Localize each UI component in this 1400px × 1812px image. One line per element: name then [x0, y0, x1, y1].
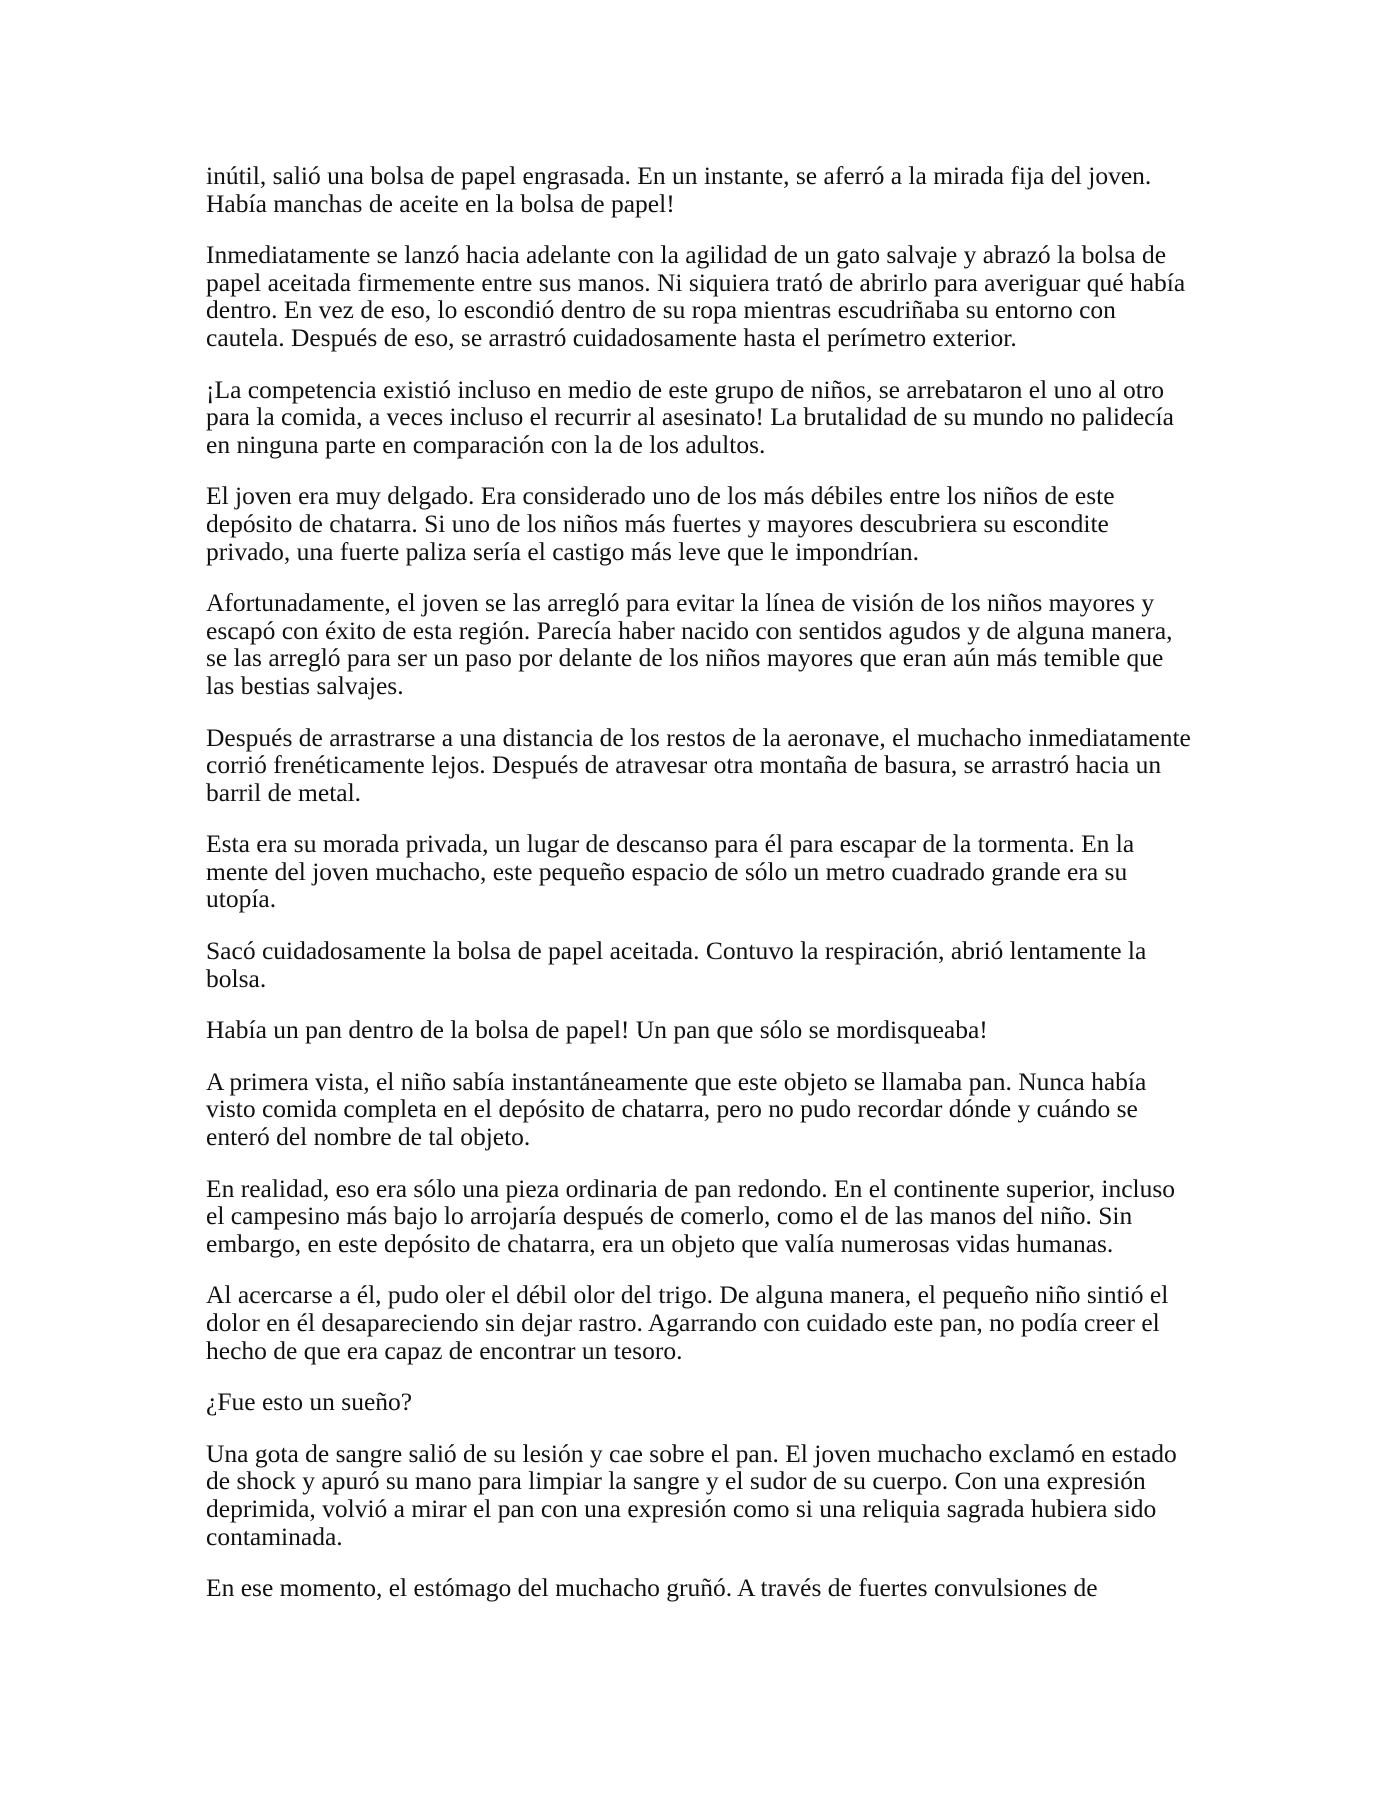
paragraph: ¿Fue esto un sueño? [206, 1387, 413, 1417]
paragraph: inútil, salió una bolsa de papel engrasada. En un instante, se aferró a la mirada fija del joven. Había manchas de aceite en la bolsa de papel! [206, 161, 1152, 218]
paragraph: Al acercarse a él, pudo oler el débil olor del trigo. De alguna manera, el pequeño niño sintió el dolor en él desapareciendo sin dejar rastro. Agarrando con cuidado este pan, no podía creer el hecho de que era capaz de encontrar un tesoro. [206, 1280, 1169, 1365]
paragraph: En ese momento, el estómago del muchacho gruñó. A través de fuertes convulsiones de [206, 1573, 1098, 1603]
paragraph: Después de arrastrarse a una distancia de los restos de la aeronave, el muchacho inmediatamente corrió frenéticamente lejos. Después de atravesar otra montaña de basura, se arrastró hacia un barril de metal. [206, 722, 1191, 807]
paragraph: Sacó cuidadosamente la bolsa de papel aceitada. Contuvo la respiración, abrió lentamente la bolsa. [206, 936, 1147, 993]
paragraph: Había un pan dentro de la bolsa de papel! Un pan que sólo se mordisqueaba! [206, 1015, 988, 1045]
paragraph: Afortunadamente, el joven se las arregló para evitar la línea de visión de los niños mayores y escapó con éxito de esta región. Parecía haber nacido con sentidos agudos y de alguna manera, se las arregló para ser un paso por delante de los niños mayores que eran aún más temible que las bestias salvajes. [206, 588, 1173, 700]
paragraph: Inmediatamente se lanzó hacia adelante con la agilidad de un gato salvaje y abrazó la bolsa de papel aceitada firmemente entre sus manos. Ni siquiera trató de abrirlo para averiguar qué había dentro. En vez de eso, lo escondió dentro de su ropa mientras escudriñaba su entorno con cautela. Después de eso, se arrastró cuidadosamente hasta el perímetro exterior. [206, 240, 1186, 352]
paragraph: ¡La competencia existió incluso en medio de este grupo de niños, se arrebataron el uno al otro para la comida, a veces incluso el recurrir al asesinato! La brutalidad de su mundo no palidecía en ninguna parte en comparación con la de los adultos. [206, 374, 1174, 459]
paragraph: Esta era su morada privada, un lugar de descanso para él para escapar de la tormenta. En la mente del joven muchacho, este pequeño espacio de sólo un metro cuadrado grande era su utopía. [206, 829, 1135, 914]
paragraph: En realidad, eso era sólo una pieza ordinaria de pan redondo. En el continente superior, incluso el campesino más bajo lo arrojaría después de comerlo, como el de las manos del niño. Sin embargo, en este depósito de chatarra, era un objeto que valía numerosas vidas humanas. [206, 1173, 1176, 1258]
paragraph: A primera vista, el niño sabía instantáneamente que este objeto se llamaba pan. Nunca había visto comida completa en el depósito de chatarra, pero no pudo recordar dónde y cuándo se enteró del nombre de tal objeto. [206, 1066, 1147, 1152]
paragraph: El joven era muy delgado. Era considerado uno de los más débiles entre los niños de este depósito de chatarra. Si uno de los niños más fuertes y mayores descubriera su escondite privado, una fuerte paliza sería el castigo más leve que le impondrían. [206, 481, 1115, 566]
body-text [206, 162, 1198, 1626]
paragraph: Una gota de sangre salió de su lesión y cae sobre el pan. El joven muchacho exclamó en estado de shock y apuró su mano para limpiar la sangre y el sudor de su cuerpo. Con una expresión deprimida, volvió a mirar el pan con una expresión como si una reliquia sagrada hubiera sido contaminada. [206, 1438, 1177, 1551]
